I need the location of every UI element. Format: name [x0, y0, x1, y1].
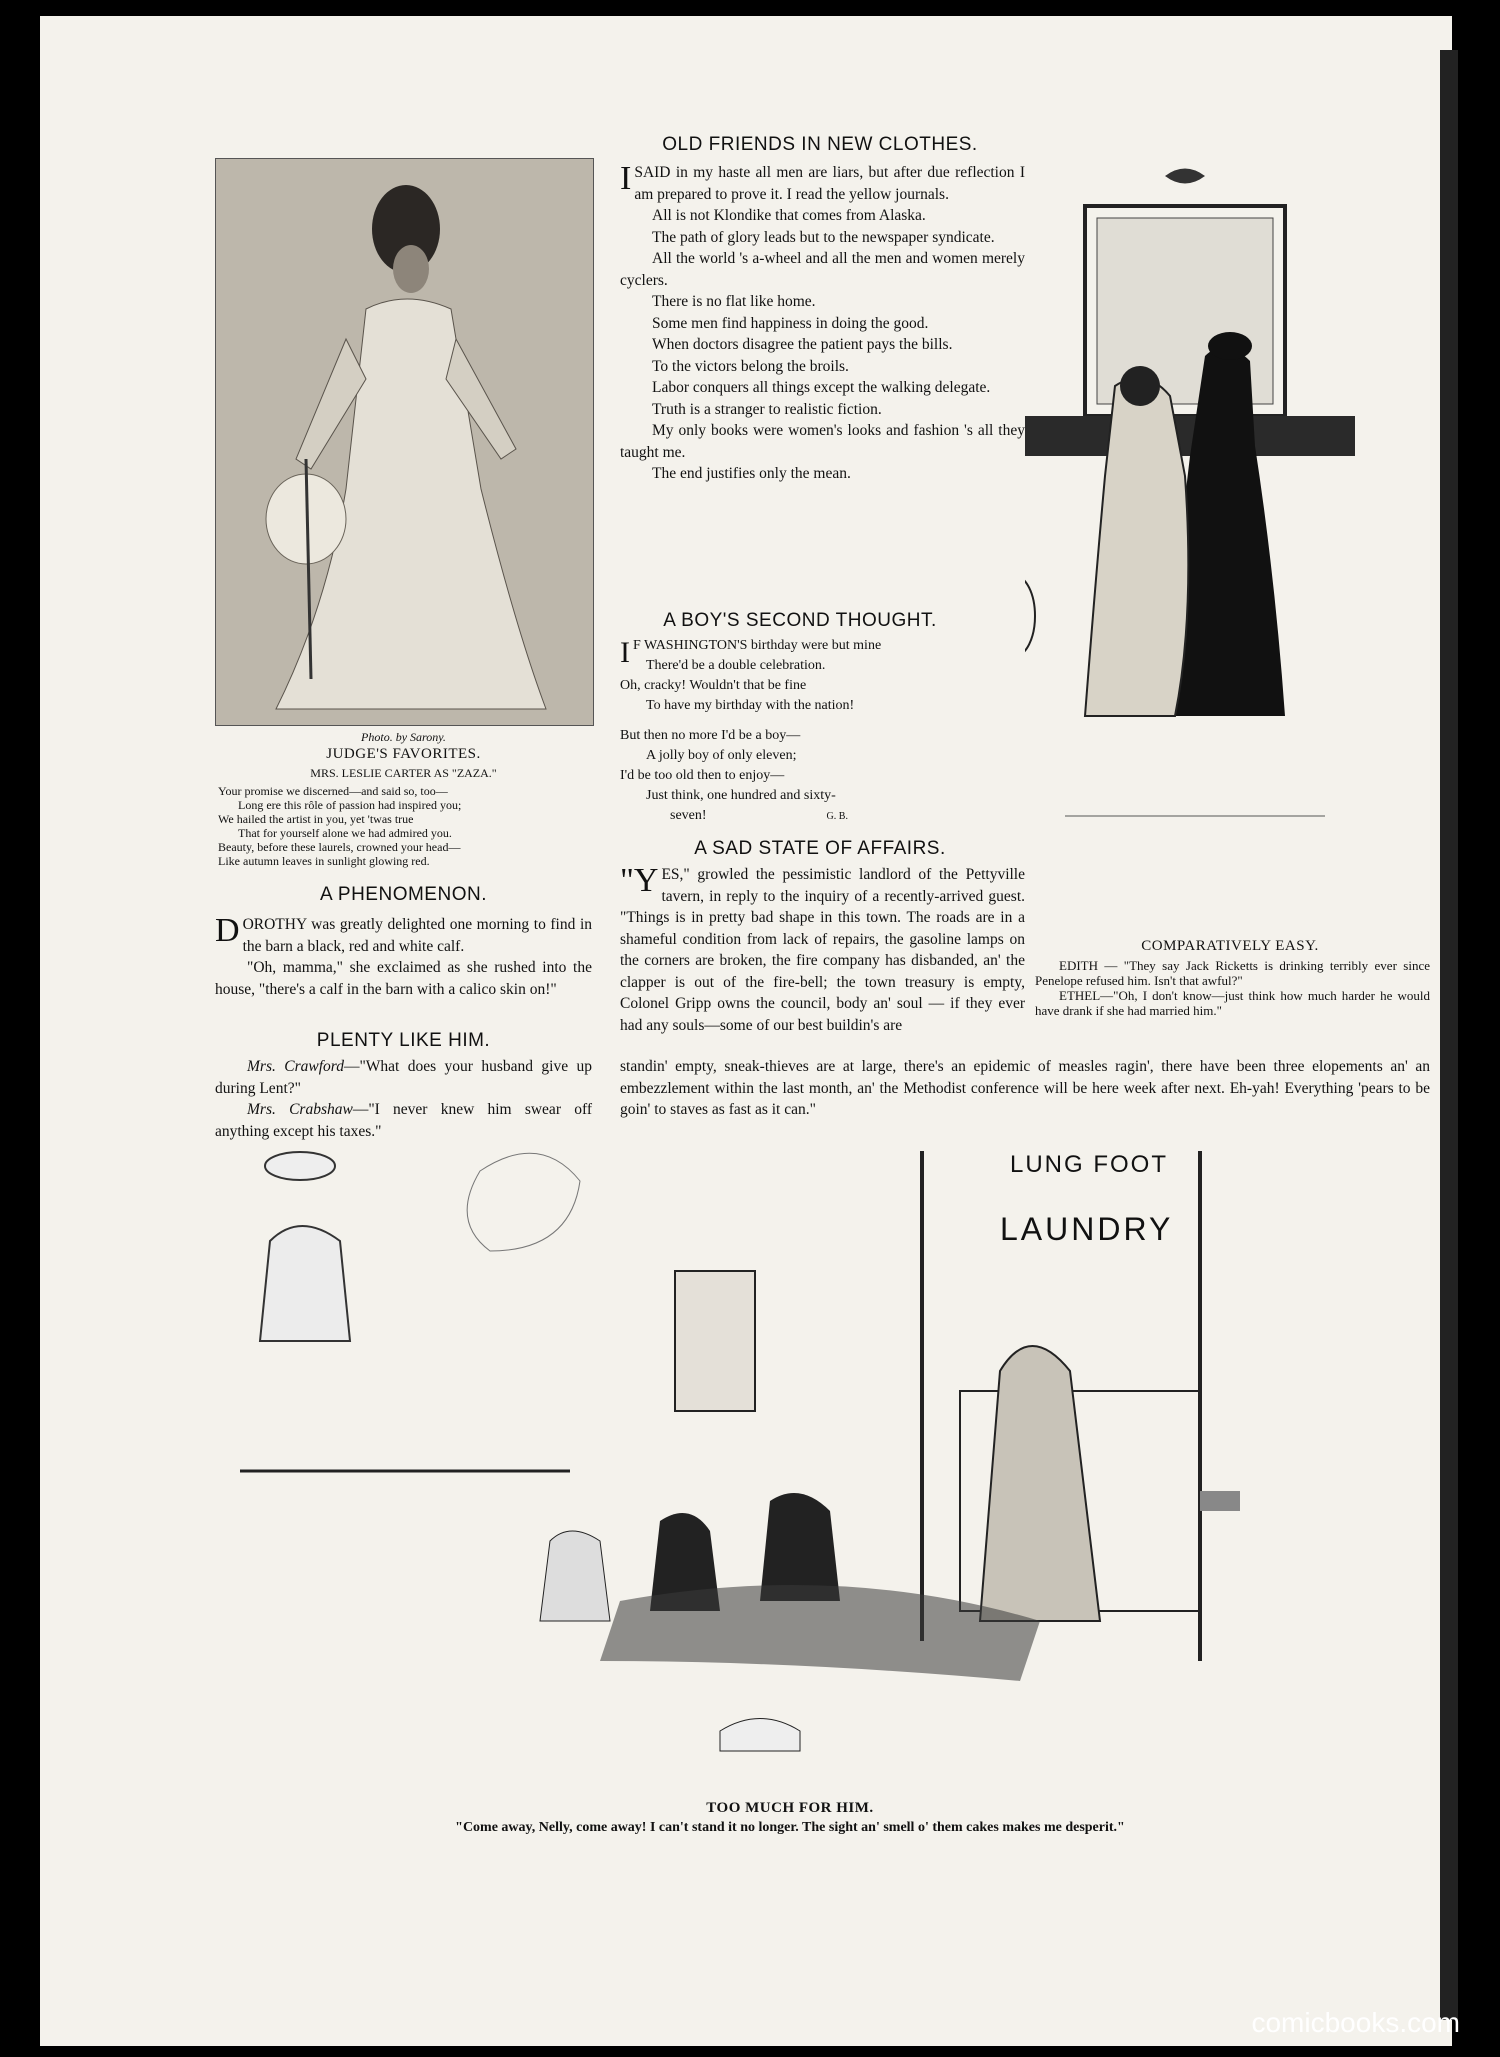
paragraph: To the victors belong the broils. [652, 357, 849, 375]
paragraph: There is no flat like home. [652, 293, 816, 310]
poem-line: seven! [670, 808, 707, 823]
dropcap: I [620, 636, 630, 669]
laundry-cartoon [240, 1141, 1340, 1791]
actress-figure-illustration [216, 159, 593, 725]
paragraph: All is not Klondike that comes from Alaska. [652, 207, 926, 224]
poem-line: But then no more I'd be a boy— [620, 728, 801, 743]
dropcap: I [620, 160, 632, 197]
paragraph: "Oh, mamma," she exclaimed as she rushed into the house, "there's a calf in the barn with a calico skin on!" [215, 959, 592, 998]
laundry-sign-top: LUNG FOOT [1010, 1151, 1169, 1178]
page-spine [1440, 50, 1458, 2020]
paragraph: Some men find happiness in doing the good. [652, 314, 929, 332]
verse-line: We hailed the artist in you, yet 'twas true [218, 812, 414, 826]
dropcap: D [215, 912, 240, 949]
poem-signature: G. B. [826, 811, 848, 822]
speaker: Mrs. Crawford [247, 1058, 344, 1075]
verse-line: Beauty, before these laurels, crowned your head— [218, 840, 461, 854]
verse-line: That for yourself alone we had admired you. [238, 826, 452, 840]
photo-title: JUDGE'S FAVORITES. [326, 746, 481, 762]
poem-line: F WASHINGTON'S birthday were but mine [633, 638, 882, 653]
old-friends-title: OLD FRIENDS IN NEW CLOTHES. [662, 134, 978, 155]
boy-title: A BOY'S SECOND THOUGHT. [663, 610, 937, 631]
paragraph: My only books were women's looks and fashion 's all they taught me. [620, 422, 1025, 461]
verse-line: Long ere this rôle of passion had inspired you; [238, 798, 462, 812]
plenty-body [215, 1056, 592, 1142]
ladies-mirror-illustration [1025, 156, 1425, 921]
comparatively-body [1035, 958, 1430, 1018]
newspaper-page [40, 16, 1452, 2046]
speaker: EDITH [1059, 958, 1098, 973]
laundry-sign-main: LAUNDRY [1000, 1211, 1174, 1247]
actress-photo [215, 158, 594, 726]
paragraph: SAID in my haste all men are liars, but after due reflection I am prepared to prove it. I read the yellow journals. [634, 164, 1025, 203]
poem-line: There'd be a double celebration. [646, 658, 826, 673]
paragraph: The end justifies only the mean. [652, 465, 851, 482]
boy-poem [620, 636, 950, 827]
laundry-cartoon-drawing [240, 1141, 1340, 1791]
cartoon-caption-title: TOO MUCH FOR HIM. [706, 1800, 874, 1816]
sad-state-continuation: standin' empty, sneak-thieves are at large, there's an epidemic of measles ragin', there have been three elopements an' an embezzlement within the last month, an' the Methodist conference will be here week after next. Eh-yah! Everything 'pears to be goin' to staves as fast as it can." [620, 1058, 1430, 1118]
paragraph: OROTHY was greatly delighted one morning to find in the barn a black, red and white calf. [242, 916, 592, 955]
dialogue: —"I never knew him swear off anything except his taxes." [215, 1101, 592, 1140]
plenty-title: PLENTY LIKE HIM. [316, 1030, 491, 1051]
sad-state-title: A SAD STATE OF AFFAIRS. [694, 838, 946, 859]
poem-line: Oh, cracky! Wouldn't that be fine [620, 678, 807, 693]
poem-line: Just think, one hundred and sixty- [646, 788, 836, 803]
ladies-mirror-drawing [1025, 156, 1425, 921]
phenomenon-title: A PHENOMENON. [320, 884, 487, 905]
photo-subtitle: MRS. LESLIE CARTER AS "ZAZA." [310, 766, 497, 780]
paragraph: All the world 's a-wheel and all the men and women merely cyclers. [620, 250, 1025, 289]
sad-state-body [620, 864, 1025, 1036]
photo-verse [218, 784, 588, 868]
old-friends-body [620, 162, 1025, 485]
paragraph: The path of glory leads but to the newspaper syndicate. [652, 228, 995, 246]
verse-line: Your promise we discerned—and said so, too— [218, 784, 448, 798]
site-watermark: comicbooks.com [1251, 2007, 1460, 2038]
dropcap: "Y [620, 862, 659, 899]
dialogue: —"What does your husband give up during Lent?" [215, 1058, 592, 1097]
dialogue: — "They say Jack Ricketts is drinking terribly ever since Penelope refused him. Isn't that awful?" [1035, 958, 1430, 988]
paragraph: Truth is a stranger to realistic fiction. [652, 400, 882, 418]
dialogue: —"Oh, I don't know—just think how much harder he would have drank if she had married him." [1035, 988, 1430, 1018]
paragraph: Labor conquers all things except the walking delegate. [652, 379, 991, 396]
paragraph: When doctors disagree the patient pays the bills. [652, 336, 953, 353]
verse-line: Like autumn leaves in sunlight glowing red. [218, 854, 430, 868]
speaker: ETHEL [1059, 988, 1101, 1003]
speaker: Mrs. Crabshaw [247, 1101, 353, 1118]
cartoon-caption: "Come away, Nelly, come away! I can't stand it no longer. The sight an' smell o' them cakes makes me desperit." [455, 1820, 1125, 1835]
comparatively-title: COMPARATIVELY EASY. [1141, 938, 1319, 954]
poem-line: I'd be too old then to enjoy— [620, 768, 785, 783]
phenomenon-body [215, 914, 592, 1000]
photo-credit: Photo. by Sarony. [361, 730, 446, 744]
poem-line: A jolly boy of only eleven; [646, 748, 797, 763]
poem-line: To have my birthday with the nation! [646, 698, 855, 713]
paragraph: ES," growled the pessimistic landlord of the Pettyville tavern, in reply to the inquiry of a recently-arrived guest. "Things is in pretty bad shape in this town. The roads are in a shameful condition from lack of repairs, the gasoline lamps on the corners are broken, the fire company has disbanded, an' the clapper is out of the fire-bell; the town treasury is empty, Colonel Gripp owns the council, body an' soul — if they ever had any souls—some of our best buildin's are [620, 866, 1025, 1034]
